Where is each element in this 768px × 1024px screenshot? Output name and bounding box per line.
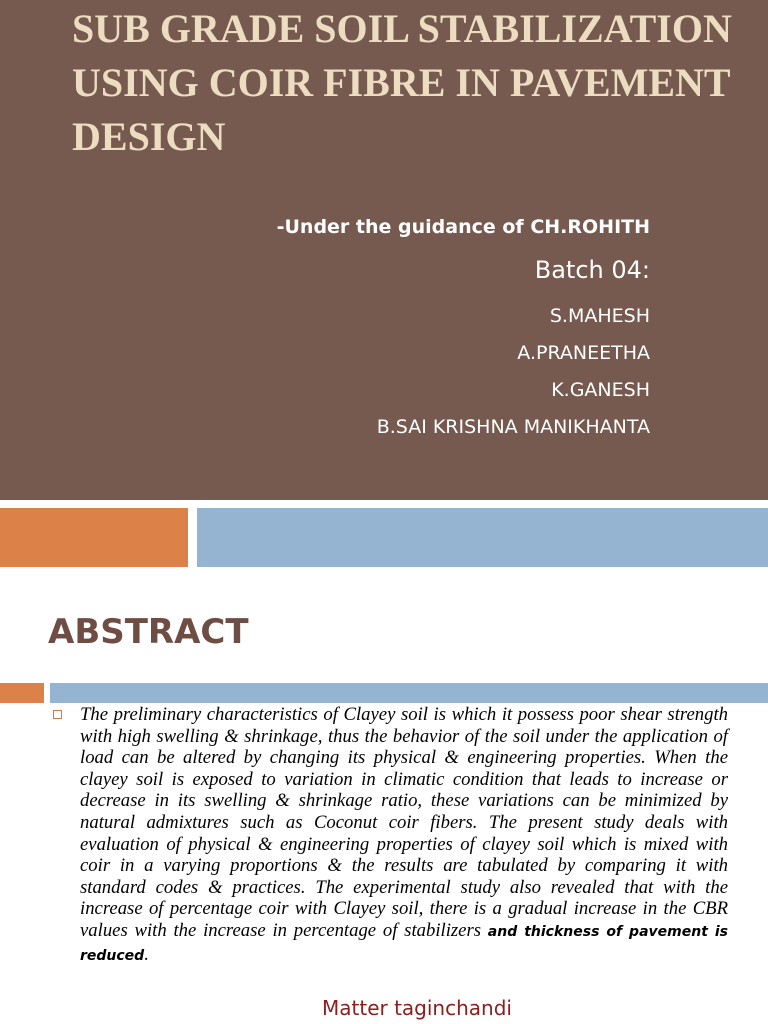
heading-rule-orange [0, 683, 44, 703]
member-name: A.PRANEETHA [517, 342, 650, 364]
batch-label: Batch 04: [534, 256, 650, 284]
abstract-text [80, 704, 728, 967]
square-bullet-icon [53, 710, 62, 719]
abstract-heading: ABSTRACT [48, 612, 249, 652]
heading-rule-blue [50, 683, 768, 703]
accent-bar-orange [0, 508, 188, 567]
member-name: B.SAI KRISHNA MANIKHANTA [376, 416, 650, 438]
footer-note: Matter taginchandi [322, 996, 512, 1020]
accent-bar-blue [197, 508, 768, 567]
abstract-body: The preliminary characteristics of Clayey soil is which it possess poor shear strength with high swelling & shrinkage, thus the behavior of the soil under the application of load can be altered by changing its physical & engineering properties. When the clayey soil is exposed to variation in climatic condition that leads to increase or decrease in its swelling & shrinkage ratio, these variations can be minimized by natural admixtures such as Coconut coir fibers. The present study deals with evaluation of physical & engineering properties of clayey soil which is mixed with coir in a varying proportions & the results are tabulated by comparing it with standard codes & practices. The experimental study also revealed that with the increase of percentage coir with Clayey soil, there is a gradual increase in the CBR values with the increase in percentage of stabilizers [80, 704, 728, 941]
member-list [377, 298, 650, 446]
title-slide [0, 0, 768, 500]
abstract-end: . [144, 943, 149, 965]
slide-title: SUB GRADE SOIL STABILIZATION USING COIR FIBRE IN PAVEMENT DESIGN [72, 6, 732, 159]
member-name: K.GANESH [551, 379, 650, 401]
guidance-line: -Under the guidance of CH.ROHITH [276, 216, 650, 238]
abstract-emphasis: and thickness of pavement is reduced [80, 923, 728, 964]
member-name: S.MAHESH [549, 305, 650, 327]
